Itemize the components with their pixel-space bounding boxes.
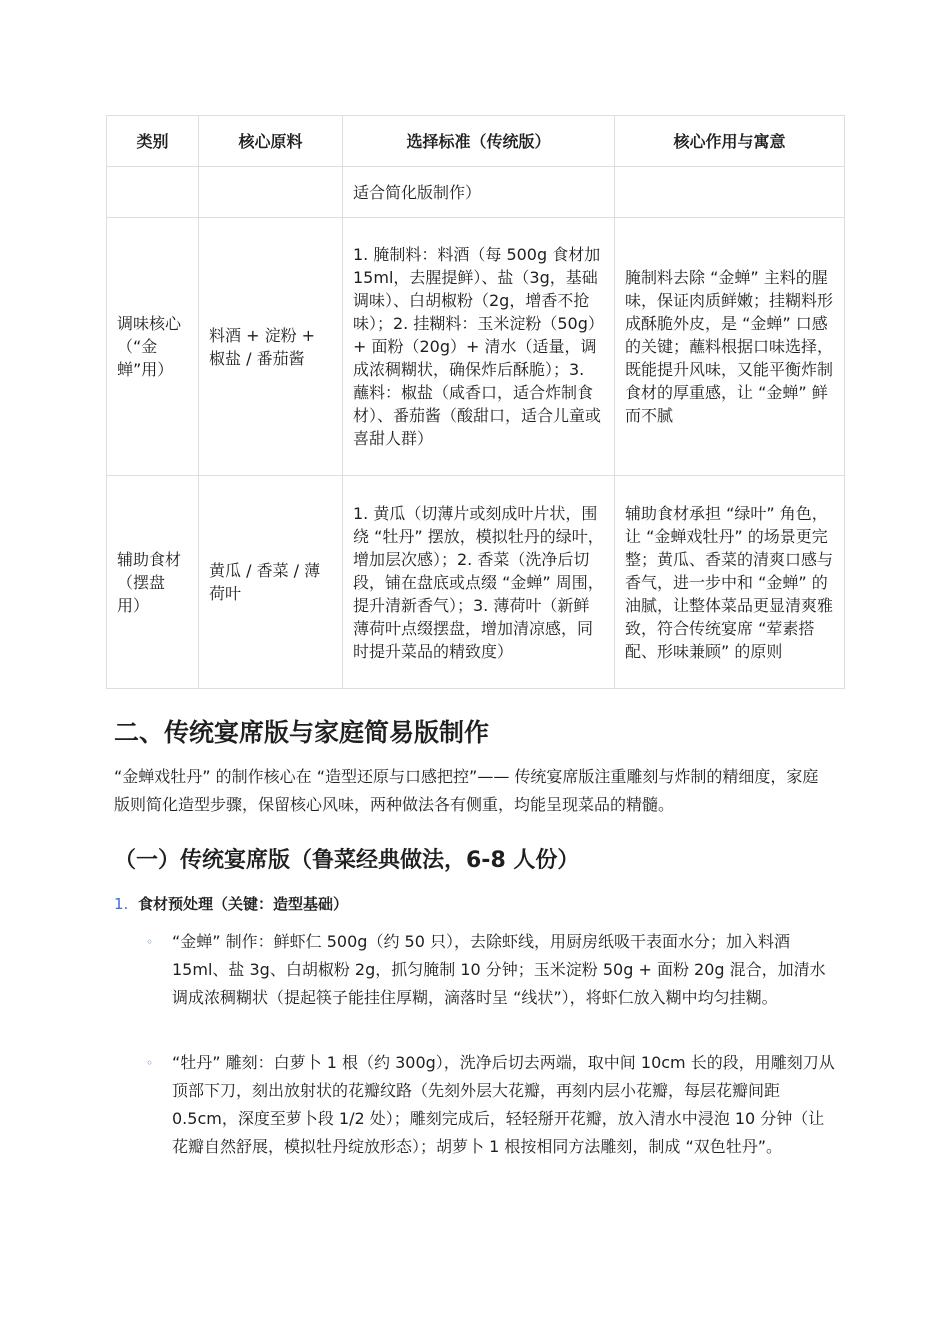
ingredients-table [106, 115, 845, 689]
step-number: 1. [114, 895, 129, 913]
step-label: 食材预处理（关键：造型基础） [138, 895, 349, 913]
cell-standard: 1. 黄瓜（切薄片或刻成叶片状，围绕 “牡丹” 摆放，模拟牡丹的绿叶，增加层次感）；2. 香菜（洗净后切段，铺在盘底或点缀 “金蝉” 周围，提升清新香气）；3. 薄荷叶（新鲜薄荷叶点缀摆盘，增加清凉感，同时提升菜品的精致度） [343, 476, 615, 689]
bullet-text: “金蝉” 制作：鲜虾仁 500g（约 50 只），去除虾线，用厨房纸吸干表面水分；加入料酒 15ml、盐 3g、白胡椒粉 2g，抓匀腌制 10 分钟；玉米淀粉 50g + 面粉 20g 混合，加清水调成浓稠糊状（提起筷子能挂住厚糊，滴落时呈 “线状”），将虾仁放入糊中均匀挂糊。 [172, 932, 826, 1007]
header-ingredients: 核心原料 [199, 116, 343, 167]
table-row [107, 476, 845, 689]
cell-role [615, 167, 845, 218]
bullet-circle-icon: ◦ [146, 1056, 154, 1070]
bullet-text: “牡丹” 雕刻：白萝卜 1 根（约 300g），洗净后切去两端，取中间 10cm 长的段，用雕刻刀从顶部下刀，刻出放射状的花瓣纹路（先刻外层大花瓣，再刻内层小花瓣，每层花瓣间距 0.5cm，深度至萝卜段 1/2 处）；雕刻完成后，轻轻掰开花瓣，放入清水中浸泡 10 分钟（让花瓣自然舒展，模拟牡丹绽放形态）；胡萝卜 1 根按相同方法雕刻，制成 “双色牡丹”。 [172, 1053, 835, 1156]
cell-standard: 适合简化版制作） [343, 167, 615, 218]
cell-ingredients [199, 167, 343, 218]
list-item [146, 928, 836, 1012]
cell-standard: 1. 腌制料：料酒（每 500g 食材加 15ml，去腥提鲜）、盐（3g，基础调味）、白胡椒粉（2g，增香不抢味）；2. 挂糊料：玉米淀粉（50g）+ 面粉（20g）+ 清水（适量，调成浓稠糊状，确保炸后酥脆）；3. 蘸料：椒盐（咸香口，适合炸制食材）、番茄酱（酸甜口，适合儿童或喜甜人群） [343, 218, 615, 476]
table-header-row [107, 116, 845, 167]
section-heading: 二、传统宴席版与家庭简易版制作 [114, 718, 490, 747]
header-role: 核心作用与寓意 [615, 116, 845, 167]
subsection-heading: （一）传统宴席版（鲁菜经典做法，6-8 人份） [114, 848, 580, 873]
cell-category: 辅助食材（摆盘用） [107, 476, 199, 689]
section-intro: “金蝉戏牡丹” 的制作核心在 “造型还原与口感把控”—— 传统宴席版注重雕刻与炸制的精细度，家庭版则简化造型步骤，保留核心风味，两种做法各有侧重，均能呈现菜品的精髓。 [114, 767, 819, 814]
cell-role: 辅助食材承担 “绿叶” 角色，让 “金蝉戏牡丹” 的场景更完整；黄瓜、香菜的清爽口感与香气，进一步中和 “金蝉” 的油腻，让整体菜品更显清爽雅致，符合传统宴席 “荤素搭配、形味兼顾” 的原则 [615, 476, 845, 689]
step-item [114, 891, 348, 917]
header-standard: 选择标准（传统版） [343, 116, 615, 167]
table-row [107, 167, 845, 218]
cell-role: 腌制料去除 “金蝉” 主料的腥味，保证肉质鲜嫩；挂糊料形成酥脆外皮，是 “金蝉” 口感的关键；蘸料根据口味选择，既能提升风味，又能平衡炸制食材的厚重感，让 “金蝉” 鲜而不腻 [615, 218, 845, 476]
cell-category [107, 167, 199, 218]
header-category: 类别 [107, 116, 199, 167]
cell-category: 调味核心（“金蝉”用） [107, 218, 199, 476]
bullet-circle-icon: ◦ [146, 935, 154, 949]
table-row [107, 218, 845, 476]
cell-ingredients: 黄瓜 / 香菜 / 薄荷叶 [199, 476, 343, 689]
list-item [146, 1049, 836, 1161]
cell-ingredients: 料酒 + 淀粉 + 椒盐 / 番茄酱 [199, 218, 343, 476]
